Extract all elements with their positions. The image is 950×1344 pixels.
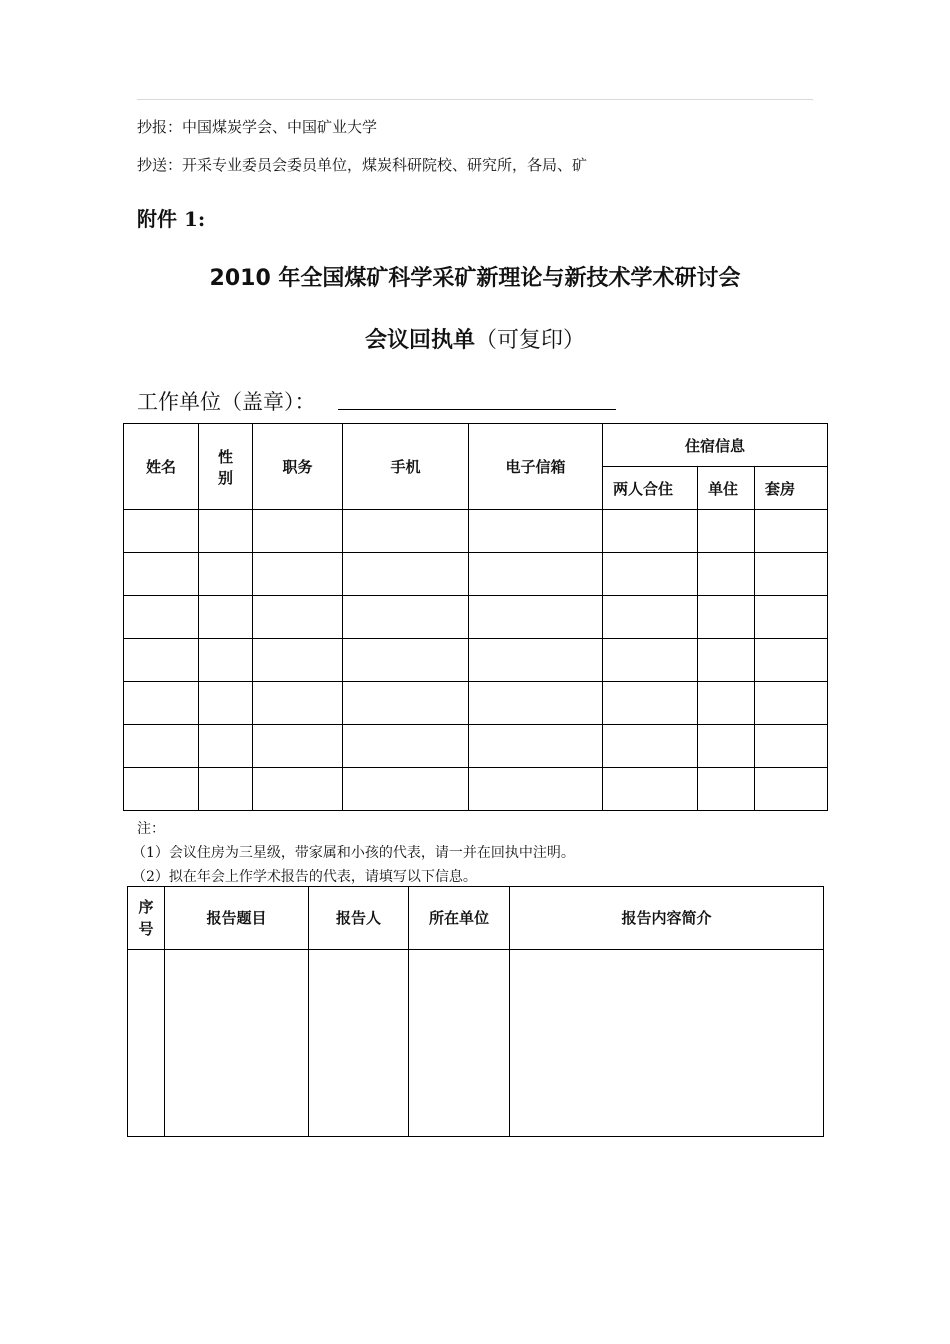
cell-email[interactable]: [469, 639, 603, 682]
header-summary: 报告内容简介: [510, 887, 824, 950]
header-position: 职务: [253, 424, 343, 510]
report-cell-summary[interactable]: [510, 950, 824, 1137]
header-topic: 报告题目: [165, 887, 309, 950]
table-row: [124, 768, 828, 811]
report-cell-speaker[interactable]: [309, 950, 409, 1137]
table-row: [124, 682, 828, 725]
notes-label: 注：: [137, 821, 165, 837]
cell-twin[interactable]: [603, 768, 698, 811]
registration-table: [123, 423, 828, 811]
cell-phone[interactable]: [343, 768, 469, 811]
cell-gender[interactable]: [199, 725, 253, 768]
cell-single[interactable]: [698, 682, 755, 725]
report-table: [127, 886, 824, 1137]
cell-gender[interactable]: [199, 596, 253, 639]
attachment-label: 附件 1:: [137, 207, 206, 231]
header-unit: 所在单位: [409, 887, 510, 950]
cell-twin[interactable]: [603, 510, 698, 553]
cell-twin[interactable]: [603, 725, 698, 768]
cell-position[interactable]: [253, 639, 343, 682]
cell-position[interactable]: [253, 553, 343, 596]
receipt-title: [0, 323, 950, 354]
cell-suite[interactable]: [755, 682, 828, 725]
cell-gender[interactable]: [199, 768, 253, 811]
header-seq: 序 号: [128, 887, 165, 950]
cell-email[interactable]: [469, 725, 603, 768]
cell-suite[interactable]: [755, 553, 828, 596]
cell-suite[interactable]: [755, 596, 828, 639]
work-unit-label: 工作单位（盖章）：: [137, 390, 316, 414]
cell-name[interactable]: [124, 596, 199, 639]
table-row: [124, 510, 828, 553]
receipt-title-text: 会议回执单: [364, 328, 475, 353]
header-name: 姓名: [124, 424, 199, 510]
cell-phone[interactable]: [343, 682, 469, 725]
cell-twin[interactable]: [603, 553, 698, 596]
header-gender: 性 别: [199, 424, 253, 510]
cell-single[interactable]: [698, 596, 755, 639]
cell-phone[interactable]: [343, 553, 469, 596]
document-title: 2010 年全国煤矿科学采矿新理论与新技术学术研讨会: [209, 266, 741, 291]
cell-email[interactable]: [469, 768, 603, 811]
cell-single[interactable]: [698, 768, 755, 811]
cell-position[interactable]: [253, 682, 343, 725]
cell-phone[interactable]: [343, 725, 469, 768]
cell-email[interactable]: [469, 596, 603, 639]
cell-email[interactable]: [469, 682, 603, 725]
table-row: [124, 596, 828, 639]
cell-single[interactable]: [698, 510, 755, 553]
cell-email[interactable]: [469, 510, 603, 553]
cell-gender[interactable]: [199, 639, 253, 682]
header-email: 电子信箱: [469, 424, 603, 510]
header-suite: 套房: [755, 467, 828, 510]
header-speaker: 报告人: [309, 887, 409, 950]
cell-single[interactable]: [698, 553, 755, 596]
cell-position[interactable]: [253, 725, 343, 768]
cell-name[interactable]: [124, 510, 199, 553]
cell-phone[interactable]: [343, 510, 469, 553]
cell-gender[interactable]: [199, 553, 253, 596]
cell-twin[interactable]: [603, 639, 698, 682]
cell-name[interactable]: [124, 553, 199, 596]
cell-suite[interactable]: [755, 725, 828, 768]
header-twin: 两人合住: [603, 467, 698, 510]
cell-gender[interactable]: [199, 510, 253, 553]
cell-name[interactable]: [124, 768, 199, 811]
cell-single[interactable]: [698, 725, 755, 768]
header-single: 单住: [698, 467, 755, 510]
table-row: [124, 725, 828, 768]
table-row: [124, 553, 828, 596]
cell-name[interactable]: [124, 682, 199, 725]
cell-phone[interactable]: [343, 639, 469, 682]
cc-report-line: 抄报：中国煤炭学会、中国矿业大学: [137, 118, 378, 136]
cc-send-line: 抄送：开采专业委员会委员单位，煤炭科研院校、研究所，各局、矿: [137, 156, 588, 174]
cell-twin[interactable]: [603, 596, 698, 639]
header-lodging: 住宿信息: [603, 424, 828, 467]
cell-suite[interactable]: [755, 639, 828, 682]
note-1: （1）会议住房为三星级，带家属和小孩的代表，请一并在回执中注明。: [132, 845, 575, 861]
cell-twin[interactable]: [603, 682, 698, 725]
report-cell-unit[interactable]: [409, 950, 510, 1137]
report-cell-seq[interactable]: [128, 950, 165, 1137]
cell-position[interactable]: [253, 768, 343, 811]
cell-gender[interactable]: [199, 682, 253, 725]
cell-name[interactable]: [124, 639, 199, 682]
cell-position[interactable]: [253, 510, 343, 553]
header-phone: 手机: [343, 424, 469, 510]
report-row: [128, 950, 824, 1137]
cell-phone[interactable]: [343, 596, 469, 639]
top-divider: [137, 99, 813, 100]
work-unit-input-line[interactable]: [338, 409, 616, 410]
cell-name[interactable]: [124, 725, 199, 768]
receipt-title-note: （可复印）: [475, 328, 586, 353]
cell-single[interactable]: [698, 639, 755, 682]
cell-suite[interactable]: [755, 768, 828, 811]
registration-rows: [124, 510, 828, 811]
cell-suite[interactable]: [755, 510, 828, 553]
cell-email[interactable]: [469, 553, 603, 596]
report-cell-topic[interactable]: [165, 950, 309, 1137]
notes: [132, 817, 575, 889]
note-2: （2）拟在年会上作学术报告的代表，请填写以下信息。: [132, 869, 477, 885]
cell-position[interactable]: [253, 596, 343, 639]
table-row: [124, 639, 828, 682]
